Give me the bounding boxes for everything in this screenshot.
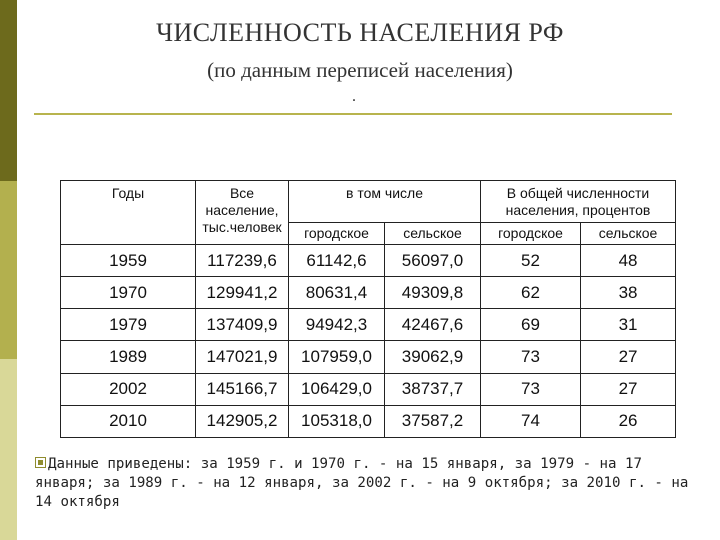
cell-urban-percent: 73 bbox=[481, 373, 581, 405]
cell-urban-percent: 74 bbox=[481, 405, 581, 437]
cell-year: 1979 bbox=[61, 309, 196, 341]
slide-title: ЧИСЛЕННОСТЬ НАСЕЛЕНИЯ РФ bbox=[156, 18, 564, 47]
cell-rural-percent: 48 bbox=[581, 245, 676, 277]
cell-rural: 56097,0 bbox=[385, 245, 481, 277]
header-total-population: Все население, тыс.человек bbox=[196, 181, 289, 245]
cell-urban: 105318,0 bbox=[289, 405, 385, 437]
cell-total: 129941,2 bbox=[196, 277, 289, 309]
cell-urban: 107959,0 bbox=[289, 341, 385, 373]
title-divider bbox=[34, 113, 672, 115]
header-years: Годы bbox=[61, 181, 196, 245]
subtitle-dot: . bbox=[352, 88, 356, 105]
cell-rural: 38737,7 bbox=[385, 373, 481, 405]
header-rural: сельское bbox=[385, 223, 481, 245]
cell-rural: 49309,8 bbox=[385, 277, 481, 309]
cell-rural: 42467,6 bbox=[385, 309, 481, 341]
cell-rural-percent: 38 bbox=[581, 277, 676, 309]
table-row bbox=[61, 309, 676, 341]
cell-urban-percent: 52 bbox=[481, 245, 581, 277]
bullet-square-icon bbox=[35, 457, 46, 468]
cell-total: 147021,9 bbox=[196, 341, 289, 373]
cell-urban-percent: 69 bbox=[481, 309, 581, 341]
cell-total: 117239,6 bbox=[196, 245, 289, 277]
table-row bbox=[61, 341, 676, 373]
cell-rural: 37587,2 bbox=[385, 405, 481, 437]
cell-rural-percent: 26 bbox=[581, 405, 676, 437]
header-including: в том числе bbox=[289, 181, 481, 223]
sidebar-stripe-dark bbox=[0, 0, 17, 181]
table-row bbox=[61, 245, 676, 277]
table-row bbox=[61, 277, 676, 309]
header-percent-of-total: В общей численности населения, процентов bbox=[481, 181, 676, 223]
cell-rural-percent: 27 bbox=[581, 341, 676, 373]
header-rural-percent: сельское bbox=[581, 223, 676, 245]
cell-rural-percent: 31 bbox=[581, 309, 676, 341]
cell-total: 137409,9 bbox=[196, 309, 289, 341]
cell-year: 2010 bbox=[61, 405, 196, 437]
cell-total: 145166,7 bbox=[196, 373, 289, 405]
header-urban: городское bbox=[289, 223, 385, 245]
cell-year: 2002 bbox=[61, 373, 196, 405]
sidebar-stripe-light bbox=[0, 359, 17, 540]
cell-urban: 61142,6 bbox=[289, 245, 385, 277]
cell-total: 142905,2 bbox=[196, 405, 289, 437]
table-row bbox=[61, 405, 676, 437]
census-table bbox=[60, 180, 676, 438]
cell-urban: 94942,3 bbox=[289, 309, 385, 341]
cell-year: 1989 bbox=[61, 341, 196, 373]
cell-rural: 39062,9 bbox=[385, 341, 481, 373]
cell-urban-percent: 73 bbox=[481, 341, 581, 373]
cell-year: 1970 bbox=[61, 277, 196, 309]
sidebar-stripe-mid bbox=[0, 181, 17, 359]
table-row bbox=[61, 373, 676, 405]
slide-subtitle: (по данным переписей населения) bbox=[207, 58, 513, 82]
footnote bbox=[35, 455, 705, 512]
header-urban-percent: городское bbox=[481, 223, 581, 245]
cell-urban: 106429,0 bbox=[289, 373, 385, 405]
cell-urban: 80631,4 bbox=[289, 277, 385, 309]
cell-year: 1959 bbox=[61, 245, 196, 277]
footnote-text: Данные приведены: за 1959 г. и 1970 г. - на 15 января, за 1979 - на 17 января; за 1989 г. - на 12 января, за 2002 г. - на 9 октября; за 2010 г. - на 14 октября bbox=[35, 456, 689, 510]
cell-rural-percent: 27 bbox=[581, 373, 676, 405]
cell-urban-percent: 62 bbox=[481, 277, 581, 309]
